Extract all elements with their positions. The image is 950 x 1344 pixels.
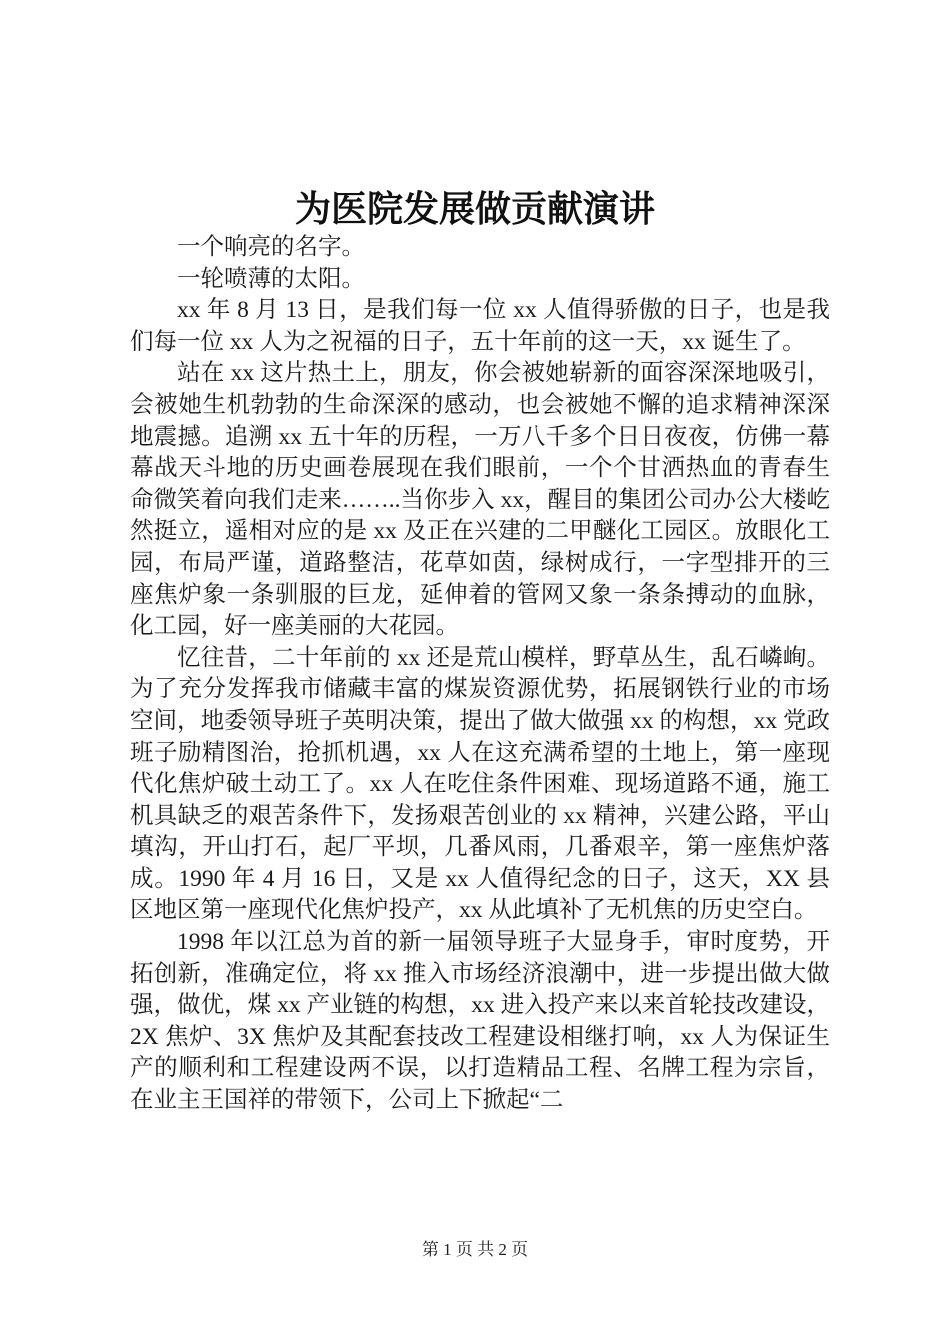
paragraph: 一轮喷薄的太阳。 xyxy=(177,265,365,292)
paragraph: 忆往昔，二十年前的 xx 还是荒山模样，野草丛生，乱石嶙峋。为了充分发挥我市储藏丰富的煤炭资源优势，拓展钢铁行业的市场空间，地委领导班子英明决策，提出了做大做强 xx 的构想，xx 党政班子励精图治，抢抓机遇，xx 人在这充满希望的土地上，第一座现代化焦炉破土动工了。xx 人在吃住条件困难、现场道路不通，施工机具缺乏的艰苦条件下，发扬艰苦创业的 xx 精神，兴建公路，平山填沟，开山打石，起厂平坝，几番风雨，几番艰辛，第一座焦炉落成。1990 年 4 月 16 日，又是 xx 人值得纪念的日子，这天，XX 县区地区第一座现代化焦炉投产，xx 从此填补了无机焦的历史空白。 xyxy=(130,644,830,924)
paragraph: 站在 xx 这片热土上，朋友，你会被她崭新的面容深深地吸引，会被她生机勃勃的生命深深的感动，也会被她不懈的追求精神深深地震撼。追溯 xx 五十年的历程，一万八千多个日日夜夜，仿佛一幕幕战天斗地的历史画卷展现在我们眼前，一个个甘洒热血的青春生命微笑着向我们走来……..当你步入 xx，醒目的集团公司办公大楼屹然挺立，遥相对应的是 xx 及正在兴建的二甲醚化工园区。放眼化工园，布局严谨，道路整洁，花草如茵，绿树成行，一字型排开的三座焦炉象一条驯服的巨龙，延伸着的管网又象一条条搏动的血脉，化工园，好一座美丽的大花园。 xyxy=(130,360,830,640)
document-title: 为医院发展做贡献演讲 xyxy=(294,188,655,230)
paragraph: 1998 年以江总为首的新一届领导班子大显身手，审时度势，开拓创新，准确定位，将 xx 推入市场经济浪潮中，进一步提出做大做强，做优，煤 xx 产业链的构想，xx 进入投产来以来首轮技改建设，2X 焦炉、3X 焦炉及其配套技改工程建设相继打响，xx 人为保证生产的顺利和工程建设两不误，以打造精品工程、名牌工程为宗旨，在业主王国祥的带领下，公司上下掀起“二 xyxy=(130,929,830,1114)
paragraph: xx 年 8 月 13 日，是我们每一位 xx 人值得骄傲的日子，也是我们每一位 xx 人为之祝福的日子，五十年前的这一天，xx 诞生了。 xyxy=(130,297,830,355)
paragraph: 一个响亮的名字。 xyxy=(177,234,365,260)
document-body xyxy=(130,232,830,1117)
page-footer: 第 1 页 共 2 页 xyxy=(421,1240,529,1259)
